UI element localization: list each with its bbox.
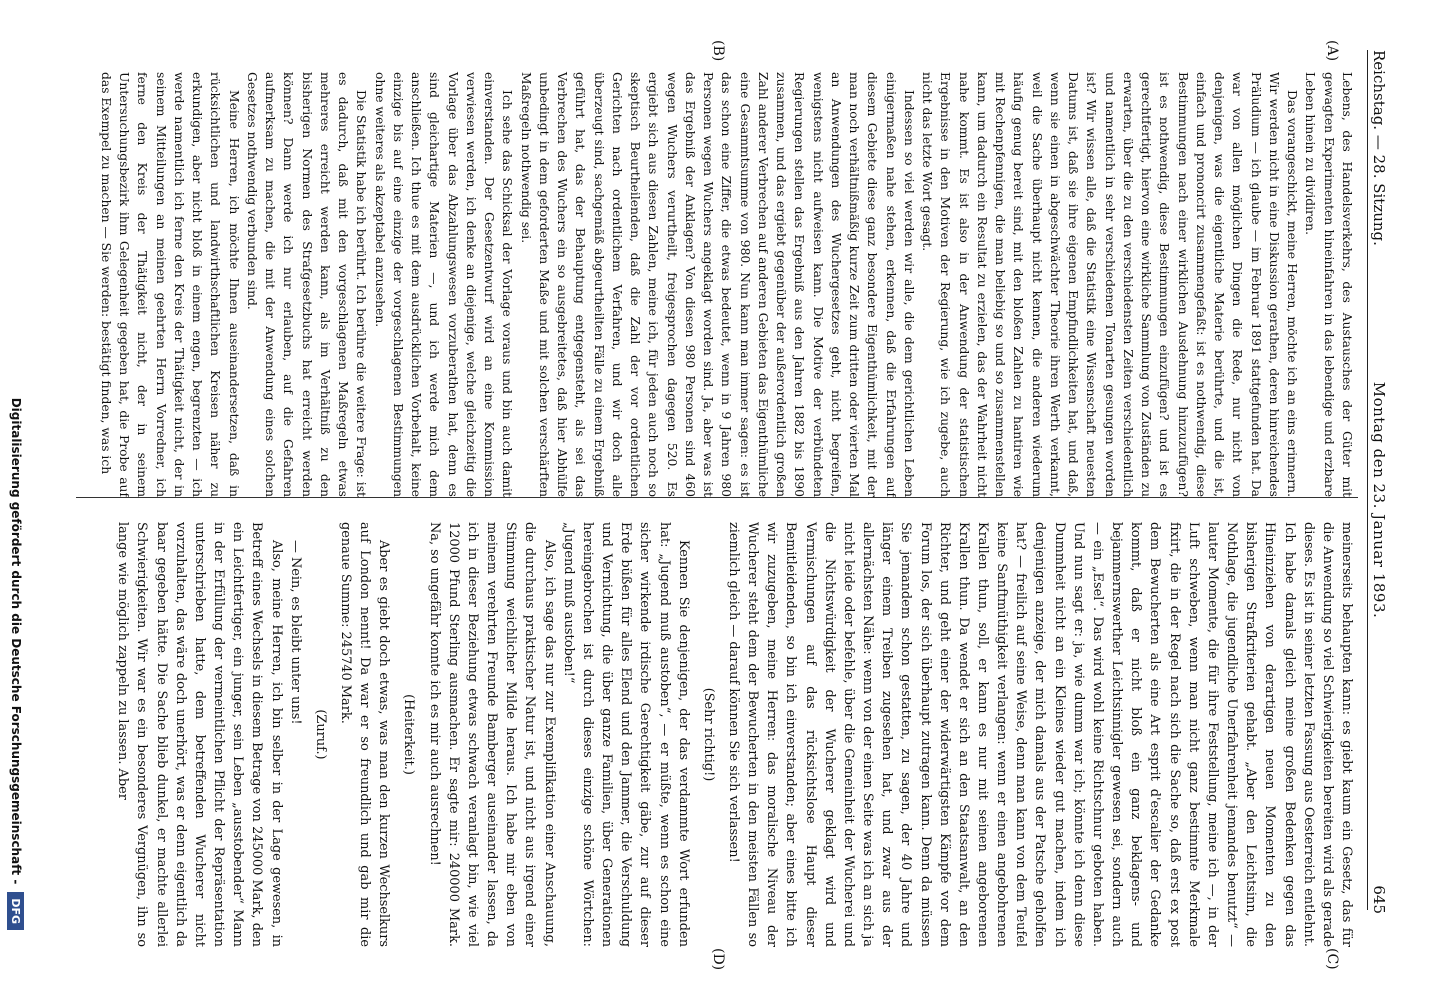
left-column-paragraph: Die Statistik habe ich berührt. Ich berühre die weitere Frage: ist es dadurch, daß mit den vorgeschlagenen Maßregeln etwas mehreres erreicht werden kann, als im Verhältniß zu den bisherigen Normen des Strafgesetzbuchs hat erreicht werden können? Dann werde ich nur erlauben, auf die Gefahren aufmerksam zu machen, die mit der Anwendung eines solchen Gesetzes nothwendig verbunden sind. — [245, 72, 369, 497]
right-column-paragraph: Also, ich sage das nur zur Exemplifikation einer Anschauung, die durchaus praktischer Natur ist, und nicht aus irgend einer Stimmung weichlicher Milde heraus. Ich habe mir eben von meinem verehrten Freunde Bamberger auseinander lassen, da ich in dieser Beziehung etwas schwach veranlagt bin, wie viel 12000 Pfund Sterling ausmachen. Er sagte mir: 240000 Mark. Na, so ungefähr konnte ich es mir auch ausrechnen! — [426, 522, 557, 947]
footer-credit-text: Digitalisierung gefördert durch die Deutsche Forschungsgemeinschaft - — [9, 397, 23, 885]
footer-credit — [7, 398, 24, 930]
header-date: Montag den 23. Januar 1893. — [1370, 381, 1388, 619]
right-column-paragraph: Kennen Sie denjenigen, der das verdammte Wort erfunden hat: „Jugend muß austoben“, — er müßte, wenn es schon eine sicher wirkende irdische Gerechtigkeit gäbe, zur auf dieser Erde büßen für alles Elend und den Jammer, die Verschuldung und Vernichtung, die über ganze Familien, über Generationen hereingebrochen ist durch dieses einzige schöne Wörtchen: „Jugend muß austoben!“ — [560, 522, 691, 947]
margin-marker-d: (D) — [710, 948, 726, 971]
right-column-paragraph: (Heiterkeit.) — [401, 694, 417, 775]
header-session: Reichstag. — 28. Sitzung. — [1370, 50, 1388, 246]
right-column-paragraph: Aber es giebt doch etwas, was man den kurzen Wechselkurs auf London nennt! Da war er so freundlich und gab mir die genaue Summe: 245740 Mark. — [338, 522, 392, 947]
right-column-paragraph: meinerseits behaupten kann: es giebt kaum ein Gesetz, das für die Anwendung so viel Schwierigkeiten bereiten wird als gerade dieses. Es ist in seiner letzten Fassung aus Oesterreich entlehnt. Ich habe damals gleich meine großen Bedenken gegen das Hineinziehen von derartigen neuen Momenten zu den bisherigen Strafkriterien gehabt. „Aber den Leichtsinn, die Nothlage, die jugendliche Unerfahrenheit jemandes benutzt“ — lauter Momente, die für ihre Feststellung, meine ich —, in der Luft schweben, wenn man nicht ganz bestimmte Merkmale fixirt, die in der Regel nach sich die Sache so, daß erst ex post dem Bewucherten als eine Art esprit d'escalier der Gedanke kommt, daß er nicht bloß ein ganz beklagens- und bejammernswerther Leichtsinnigler gewesen sei, sondern auch — ein „Esel“. Das wird wohl keine Richtschnur geboten haben. Und nun sagt er: ja, wie dumm war ich; könnte ich denn diese Dummheit nicht an ein Kleines wieder gut machen, indem ich denjenigen anzeige, der mich damals aus der Patsche geholfen hat? — freilich auf seine Weise, denn man kann von dem Teufel keine Sanftmüthigkeit verlangen: wenn er einen angebohrenen Krallen thun, soll, er kann es nur mit seinen angeborenen Krallen thun. Da wendet er sich an den Staatsanwalt, an den Richter, und geht einer der widerwärtigsten Kämpfe vor dem Forum los, der sich überhaupt zutragen kann. Denn da müssen Sie jemandem schon gestatten, zu sagen, der 40 Jahre und länger einem Treiben zugesehen hat, und zwar aus der allernächsten Nähe: wenn von der einen Seite was ich an sich ja nicht leide oder befehle, über die Gemeinheit der Wucherei und die Nichtswürdigkeit der Wucherer geklagt wird und Vermischungen auf das rücksichtslose Haupt dieser Bemitleidenden, so bin ich einverstanden; aber eines bitte ich wir zuzugeben, meine Herren: das moralische Niveau der Wucherer steht dem der Bewucherten in den meisten Fällen so ziemlich gleich — darauf können Sie sich verlassen! — [726, 522, 1354, 947]
left-column-paragraph: Lebens, des Handelsverkehrs, des Austausches der Güter mit gewagten Experimenten hineinfahren in das lebendige und erzbare Leben hinein zu dividiren. — [1303, 72, 1354, 497]
page-number: 645 — [1370, 885, 1388, 914]
left-column-paragraph: Ich sehe das Schicksal der Vorlage voraus und bin auch damit einverstanden. Der Gesetzentwurf wird an eine Kommission verwiesen werden, ich denke an diejenige, welche gleichzeitig die Vorlage über das Abzahlungswesen vorzuberathen hat, denn es sind gleichartige Materien —, und ich werde mich dem anschließen. Ich thue es mit dem ausdrücklichen Vorbehalt, keine einzige bis auf eine einzige der vorgeschlagenen Bestimmungen ohne weiteres als akzeptabel anzusehen. — [372, 72, 515, 497]
page-footer — [0, 0, 30, 1000]
page-header — [1364, 0, 1394, 1000]
right-column-paragraph: (Sehr richtig!) — [700, 687, 716, 782]
margin-marker-c: (C) — [1324, 948, 1340, 970]
left-text-column — [97, 72, 1356, 497]
left-column-paragraph: Das vorangeschickt, meine Herren, möchte ich an eins erinnern. Wir werden nicht in eine Diskussion gerathen, deren hinreichendes Präludium — ich glaube — im Februar 1891 stattgefunden hat. Da war von allen möglichen Dingen die Rede, nur nicht von denjenigen, was die eigentliche Materie berührte, und die ist, einfach und prononcirt zusammengefaßt: ist es nothwendig, diese Bestimmungen nach einer wirklichen Ausdehnung hinzuzufügen? ist es nothwendig, diese Bestimmungen einzufügen? und ist es gerechtfertigt, hiervon eine wirkliche Sammlung von Zuständen zu erwarten, über die zu den verschiedensten Zeiten verschiedentlich und namentlich in sehr verschiedenen Tonarten gesungen worden ist? Wir wissen alle, daß die Statistik eine Wissenschaft neuesten Datums ist, daß sie ihre eigenen Empfindlichkeiten hat, und daß, wenn sie einen in abgeschwächter Theorie ihren Werth verkannt, weil die Sache überhaupt nicht kennen, die anderen wiederum häufig genug bereit sind, mit den bloßen Zahlen zu hantiren wie mit Rechenpfennigen, die man beliebig so und so zusammenstellen kann, um dadurch ein Resultat zu erzielen, das der Wahrheit nicht nahe kommt. Es ist also in der Anwendung der statistischen Ergebnisse in den Motiven der Regierung, wie ich zugebe, auch nicht das letzte Wort gesagt. — [920, 72, 1300, 497]
left-column-paragraph: Meine Herren, ich möchte Ihnen auseinandersetzen, daß in rücksichtlichen und landwirthschaftlichen Kreisen näher zu erkundigen, aber nicht bloß in einem engen, begrenzten — ich werde namentlich ich ferne den Kreis der Thätigkeit nicht, der in seinem Mitteilungen an meinen geehrten Herrn Vorredner, ich ferne den Kreis der Thätigkeit nicht, der in seinem Untersuchungsbezirk ihm Gelegenheit gegeben hat, die Probe auf das Exempel zu machen — Sie werden: bestätigt finden, was ich — [99, 72, 241, 497]
margin-marker-a: (A) — [1324, 40, 1340, 62]
right-column-paragraph: — Nein, es bleibt unter uns! — [287, 540, 303, 725]
margin-marker-b: (B) — [710, 40, 726, 62]
right-text-column — [113, 522, 1356, 947]
right-column-paragraph: Also, meine Herren, ich bin selber in der Lage gewesen, in Betreff eines Wechsels in diesem Betrage von 245000 Mark, den ein Leichtfertiger, ein junger, sein Leben „ausstobender“ Mann in der Erfüllung der vermeintlichen Pflicht der Repräsentation unterschrieben hatte, dem betreffenden Wucherer nicht vorzuhalten, das wäre doch unerhört, was er denn eigentlich da baar gegeben hätte. Die Sache blieb dunkel, er machte allerlei Schwierigkeiten. Wir war es ein besonderes Vergnügen, ihn so lange wie möglich zappeln zu lassen. Aber — [115, 522, 284, 947]
right-column-paragraph: (Zuruf.) — [312, 709, 328, 760]
column-divider — [76, 497, 1358, 498]
header-rule — [1367, 50, 1368, 910]
dfg-logo: DFG — [7, 892, 24, 930]
left-column-paragraph: Indessen so viel werden wir alle, die dem gerichtlichen Leben einigermaßen nahe stehen, erkennen, daß die Erfahrungen auf diesem Gebiete diese ganz besondere Eigenthümlichkeit, mit der man noch verhältnißmäßig kurze Zeit zum dritten oder vierten Mal an Anwendungen des Wuchergesetzes geht, nicht begreifen, wenigstens nicht aufweisen kann. Die Motive der verbündeten Regierungen stellen das Ergebniß aus den Jahren 1882 bis 1890 zusammen, und das ergiebt gegenüber der außerordentlich großen Zahl anderer Verbrechen auf anderen Gebieten das Eigenthümliche eine Gesammtsumme von 980. Nun kann man immer sagen: es ist das schon eine Ziffer, die etwas bedeutet, wenn in 9 Jahren 980 Personen wegen Wuchers angeklagt worden sind. Ja, aber was ist das Ergebniß der Anklagen? Von diesen 980 Personen sind 460 wegen Wuchers verurtheilt, freigesprochen dagegen 520. Es ergiebt sich aus diesen Zahlen, meine ich, für jeden auch noch so skeptisch Beurtheilenden, daß die Zahl der vor ordentlichen Gerichten nach ordentlichem Verfahren, und wir doch alle überzeugt sind, sachgemäß abgeurtheilten Fälle zu einem Ergebniß geführt hat, das der Behauptung entgegensteht, als sei das Verbrechen des Wuchers ein so ausgebreitetes, daß hier Abhülfe unbedingt in dem geforderten Maße und mit solchen verschärften Maßregeln nothwendig sei. — [518, 72, 916, 497]
